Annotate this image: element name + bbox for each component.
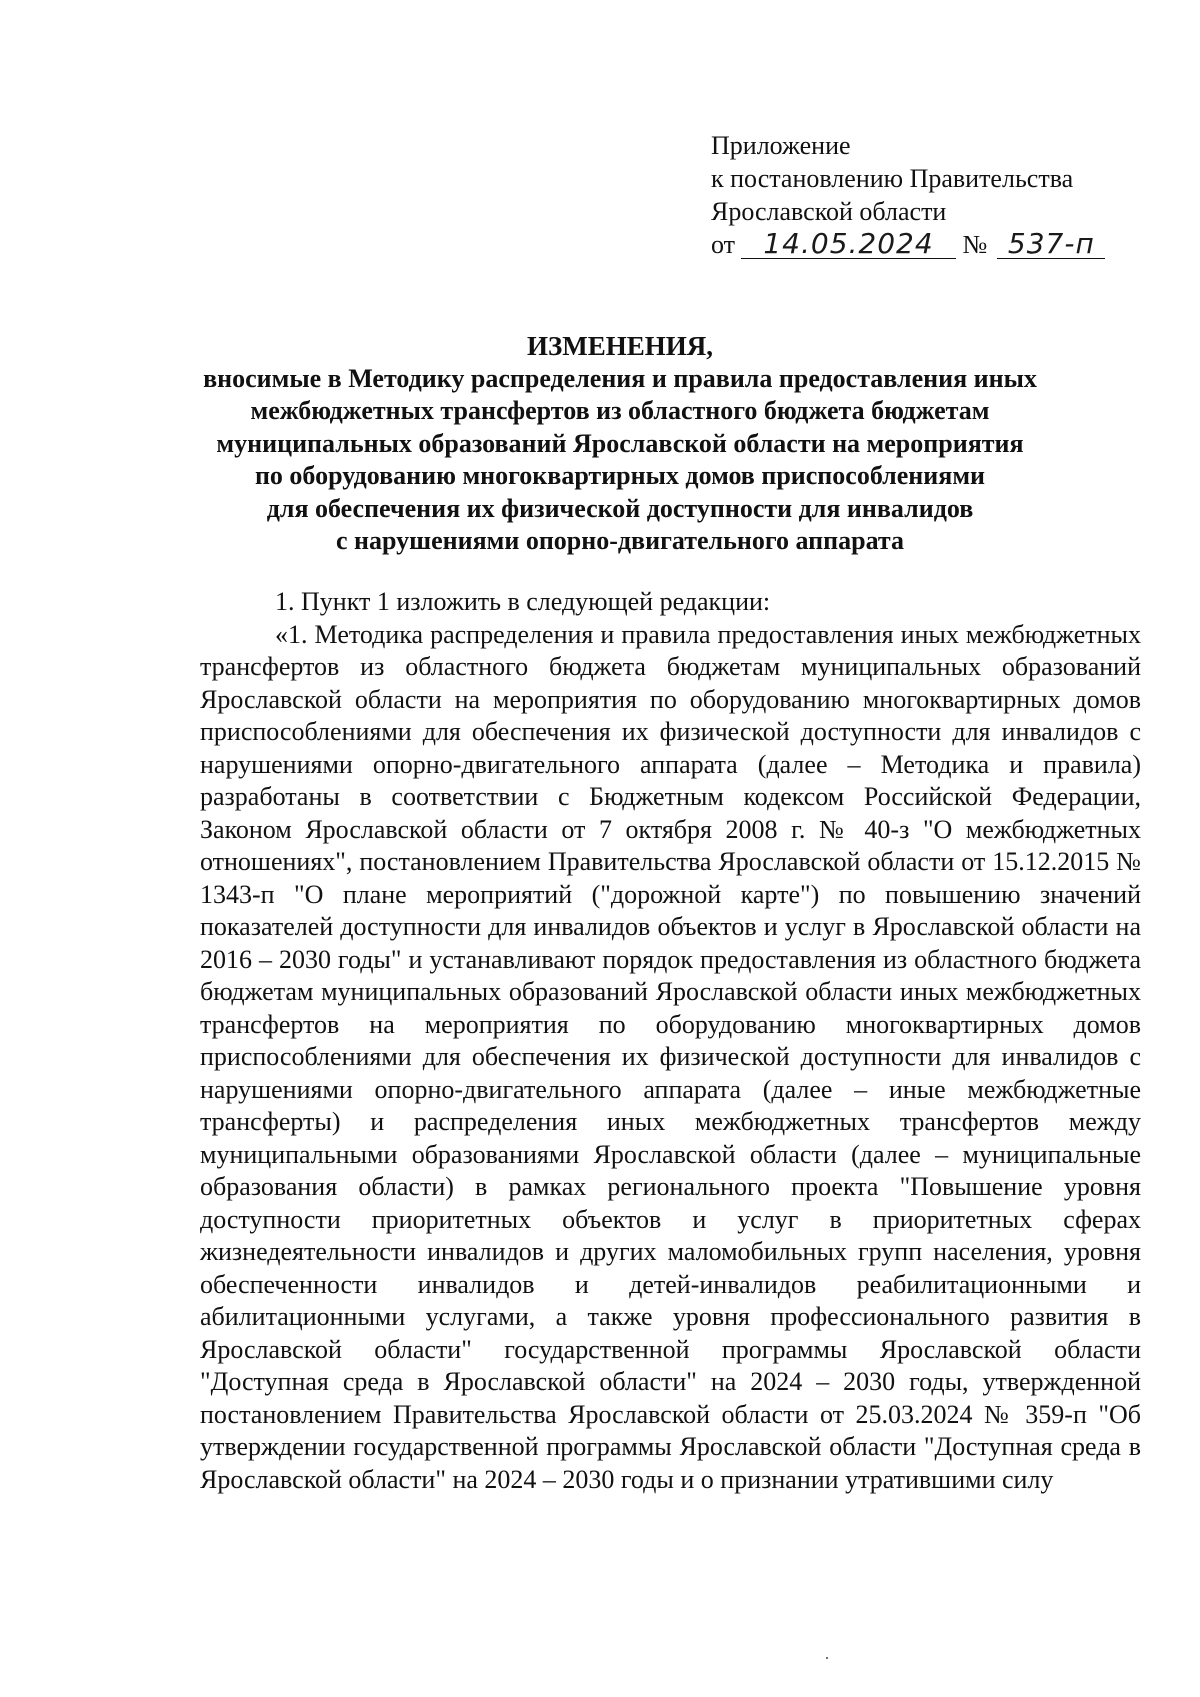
title-line: вносимые в Методику распределения и правила предоставления иных bbox=[203, 363, 1037, 393]
appendix-date-number-line bbox=[711, 228, 1105, 261]
appendix-region-line: Ярославской области bbox=[711, 197, 947, 226]
title-line: для обеспечения их физической доступности для инвалидов bbox=[266, 493, 974, 523]
scan-speck bbox=[826, 1657, 828, 1659]
title-line: межбюджетных трансфертов из областного бюджета бюджетам bbox=[250, 396, 990, 425]
document-body bbox=[200, 586, 1141, 1496]
handwritten-date: 14.05.2024 bbox=[741, 230, 956, 259]
quoted-paragraph: «1. Методика распределения и правила предоставления иных межбюджетных трансфертов из областного бюджета бюджетам муниципальных образований Ярославской области на мероприятия по оборудованию многоквартирных домов приспособлениями для обеспечения их физической доступности для инвалидов с нарушениями опорно-двигательного аппарата (далее – Методика и правила) разработаны в соответствии с Бюджетным кодексом Российской Федерации, Законом Ярославской области от 7 октября 2008 г. № 40-з "О межбюджетных отношениях", постановлением Правительства Ярославской области от 15.12.2015 № 1343-п "О плане мероприятий ("дорожной карте") по повышению значений показателей доступности для инвалидов объектов и услуг в Ярославской области на 2016 – 2030 годы" и устанавливают порядок предоставления из областного бюджета бюджетам муниципальных образований Ярославской области иных межбюджетных трансфертов на мероприятия по оборудованию многоквартирных домов приспособлениями для обеспечения их физической доступности для инвалидов с нарушениями опорно-двигательного аппарата (далее – иные межбюджетные трансферты) и распределения иных межбюджетных трансфертов между муниципальными образованиями Ярославской области (далее – муниципальные образования области) в рамках регионального проекта "Повышение уровня доступности приоритетных объектов и услуг в приоритетных сферах жизнедеятельности инвалидов и других маломобильных групп населения, уровня обеспеченности инвалидов и детей-инвалидов реабилитационными и абилитационными услугами, а также уровня профессионального развития в Ярославской области" государственной программы Ярославской области "Доступная среда в Ярославской области" на 2024 – 2030 годы, утвержденной постановлением Правительства Ярославской области от 25.03.2024 № 359-п "Об утверждении государственной программы Ярославской области "Доступная среда в Ярославской области" на 2024 – 2030 годы и о признании утратившими силу bbox=[200, 619, 1141, 1494]
title-line: муниципальных образований Ярославской области на мероприятия bbox=[216, 428, 1024, 458]
appendix-decree-line: к постановлению Правительства bbox=[711, 164, 1074, 193]
title-line: по оборудованию многоквартирных домов приспособлениями bbox=[254, 461, 986, 490]
handwritten-number: 537-п bbox=[997, 230, 1105, 259]
document-title bbox=[180, 330, 1060, 558]
number-prefix: № bbox=[962, 230, 988, 259]
appendix-title: Приложение bbox=[711, 131, 851, 160]
appendix-block bbox=[711, 129, 1105, 261]
item-1-paragraph: 1. Пункт 1 изложить в следующей редакции: bbox=[275, 587, 771, 616]
title-heading: ИЗМЕНЕНИЯ, bbox=[526, 331, 713, 361]
title-line: с нарушениями опорно-двигательного аппарата bbox=[335, 526, 904, 555]
date-prefix: от bbox=[711, 230, 736, 259]
